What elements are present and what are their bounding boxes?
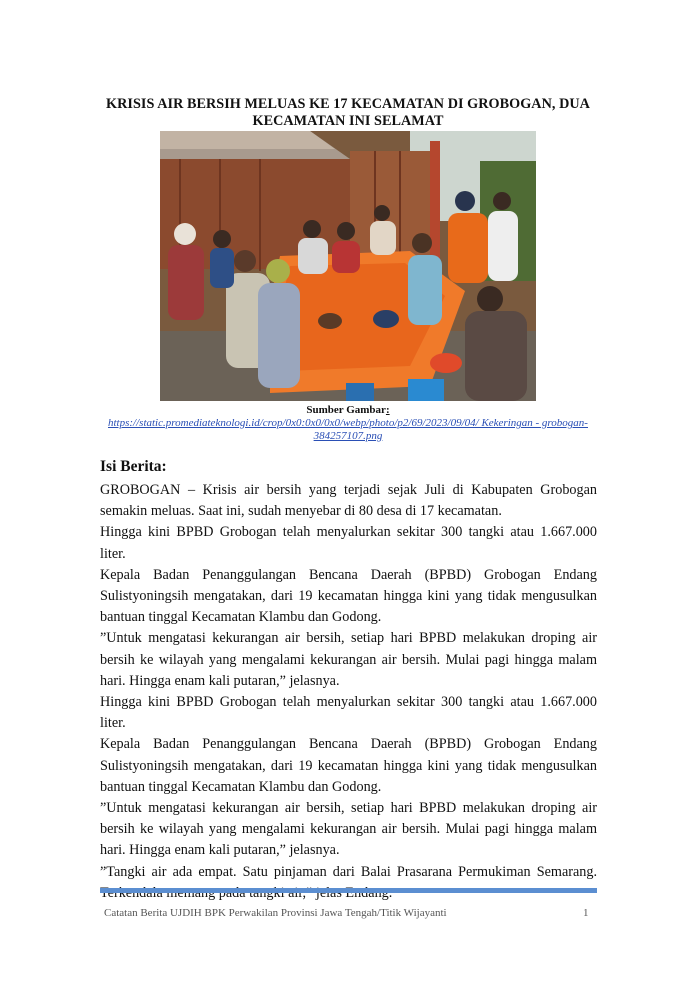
footer-divider [100, 888, 597, 893]
image-source-link[interactable]: https://static.promediateknologi.id/crop/0x0:0x0/0x0/webp/photo/p2/69/2023/09/04/ Kekeringan - grobogan-384257107.png [108, 417, 588, 442]
section-heading: Isi Berita: [100, 458, 167, 475]
article-title: KRISIS AIR BERSIH MELUAS KE 17 KECAMATAN DI GROBOGAN, DUA KECAMATAN INI SELAMAT [106, 96, 590, 129]
paragraph: GROBOGAN – Krisis air bersih yang terjadi sejak Juli di Kabupaten Grobogan semakin meluas. Saat ini, sudah menyebar di 80 desa di 17 kecamatan. [100, 482, 597, 520]
page-number: 1 [583, 907, 589, 919]
paragraph: ”Untuk mengatasi kekurangan air bersih, setiap hari BPBD melakukan droping air bersih ke wilayah yang mengalami kekurangan air bersih. Mulai pagi hingga malam hari. Hingga enam kali putaran,” jelasnya. [100, 800, 597, 859]
paragraph: ”Untuk mengatasi kekurangan air bersih, setiap hari BPBD melakukan droping air bersih ke wilayah yang mengalami kekurangan air bersih. Mulai pagi hingga malam hari. Hingga enam kali putaran,” jelasnya. [100, 630, 597, 689]
paragraph: Hingga kini BPBD Grobogan telah menyalurkan sekitar 300 tangki atau 1.667.000 liter. [100, 694, 597, 732]
footer-text: Catatan Berita UJDIH BPK Perwakilan Provinsi Jawa Tengah/Titik Wijayanti [104, 907, 447, 919]
paragraph: Hingga kini BPBD Grobogan telah menyalurkan sekitar 300 tangki atau 1.667.000 liter. [100, 524, 597, 562]
paragraph: ”Tangki air ada empat. Satu pinjaman dari Balai Prasarana Permukiman Semarang. [100, 863, 597, 880]
image-source-colon: : [385, 404, 390, 416]
paragraph: Kepala Badan Penanggulangan Bencana Daerah (BPBD) Grobogan Endang Sulistyoningsih mengatakan, dari 19 kecamatan hingga kini yang tidak mengusulkan bantuan tinggal Kecamatan Klambu dan Godong. [100, 736, 597, 795]
article-body [100, 480, 597, 904]
news-photo [160, 131, 536, 401]
image-source-label: Sumber Gambar: [306, 404, 390, 416]
paragraph: Kepala Badan Penanggulangan Bencana Daerah (BPBD) Grobogan Endang Sulistyoningsih mengatakan, dari 19 kecamatan hingga kini yang tidak mengusulkan bantuan tinggal Kecamatan Klambu dan Godong. [100, 566, 597, 626]
